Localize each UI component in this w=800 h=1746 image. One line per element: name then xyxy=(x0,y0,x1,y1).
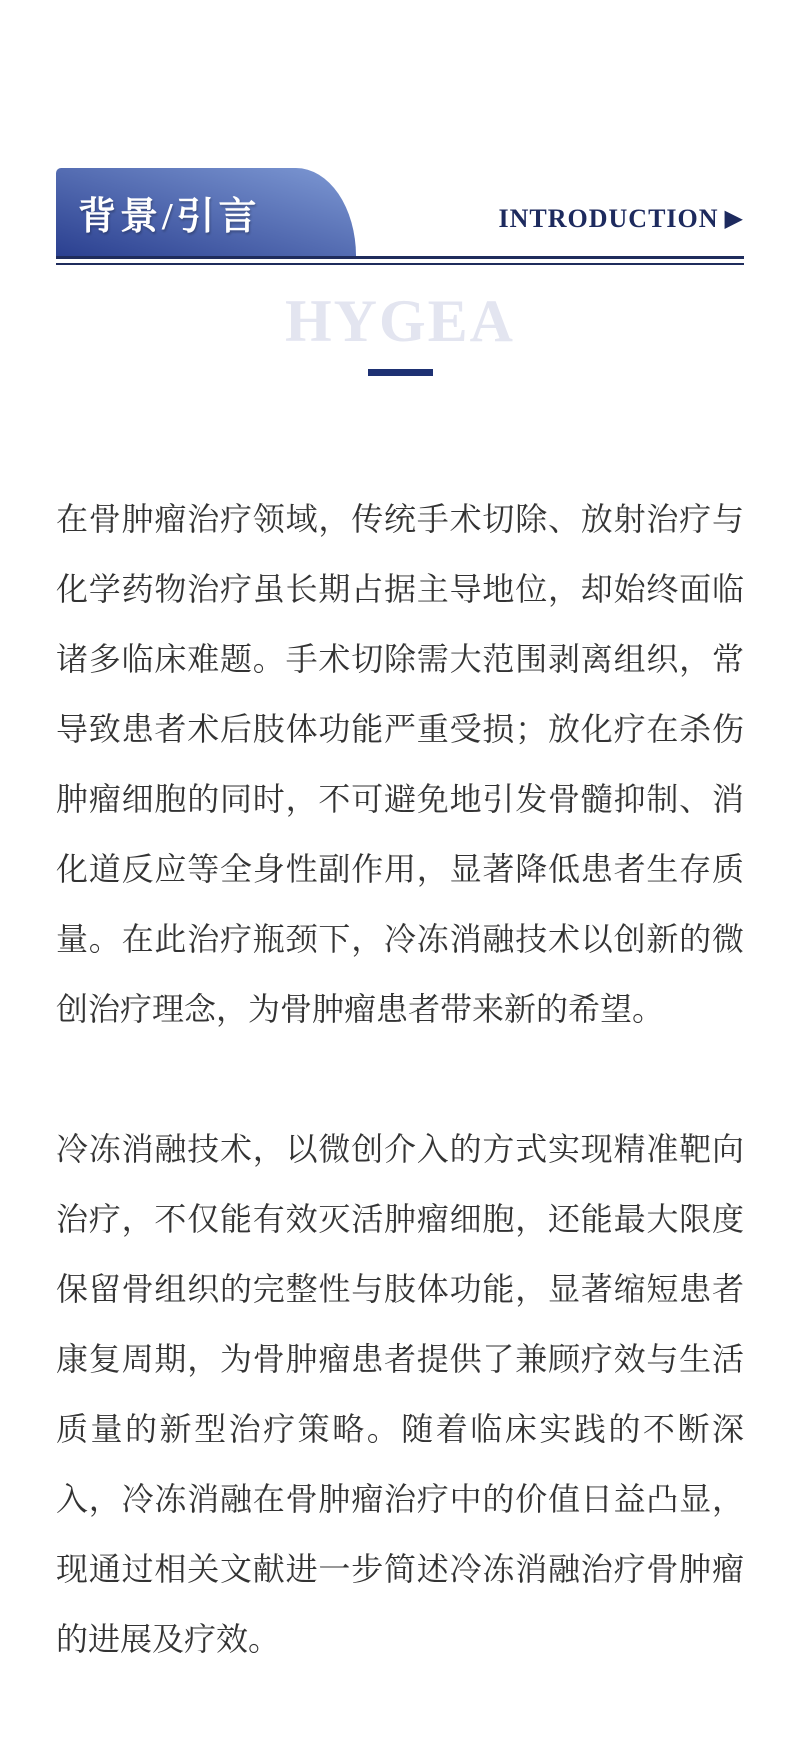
content-column xyxy=(56,168,744,1674)
section-badge xyxy=(56,168,356,256)
header-rule-thick xyxy=(56,256,744,259)
section-badge-label: 背景/引言 xyxy=(78,195,261,238)
article-body xyxy=(56,484,744,1674)
header-rule-thin xyxy=(56,263,744,265)
right-triangle-icon: ▶ xyxy=(724,206,744,232)
section-header xyxy=(56,168,744,265)
brand-watermark: HYGEA xyxy=(284,288,516,354)
paragraph-2: 冷冻消融技术，以微创介入的方式实现精准靶向治疗，不仅能有效灭活肿瘤细胞，还能最大限度保留骨组织的完整性与肢体功能，显著缩短患者康复周期，为骨肿瘤患者提供了兼顾疗效与生活质量的新型治疗策略。随着临床实践的不断深入，冷冻消融在骨肿瘤治疗中的价值日益凸显，现通过相关文献进一步简述冷冻消融治疗骨肿瘤的进展及疗效。 xyxy=(56,1131,744,1657)
paragraph-1: 在骨肿瘤治疗领域，传统手术切除、放射治疗与化学药物治疗虽长期占据主导地位，却始终面临诸多临床难题。手术切除需大范围剥离组织，常导致患者术后肢体功能严重受损；放化疗在杀伤肿瘤细胞的同时，不可避免地引发骨髓抑制、消化道反应等全身性副作用，显著降低患者生存质量。在此治疗瓶颈下，冷冻消融技术以创新的微创治疗理念，为骨肿瘤患者带来新的希望。 xyxy=(56,501,744,1027)
section-header-row xyxy=(56,168,744,256)
section-label-english xyxy=(499,204,745,234)
divider-bar xyxy=(368,369,433,376)
section-label-text: INTRODUCTION xyxy=(498,204,719,233)
